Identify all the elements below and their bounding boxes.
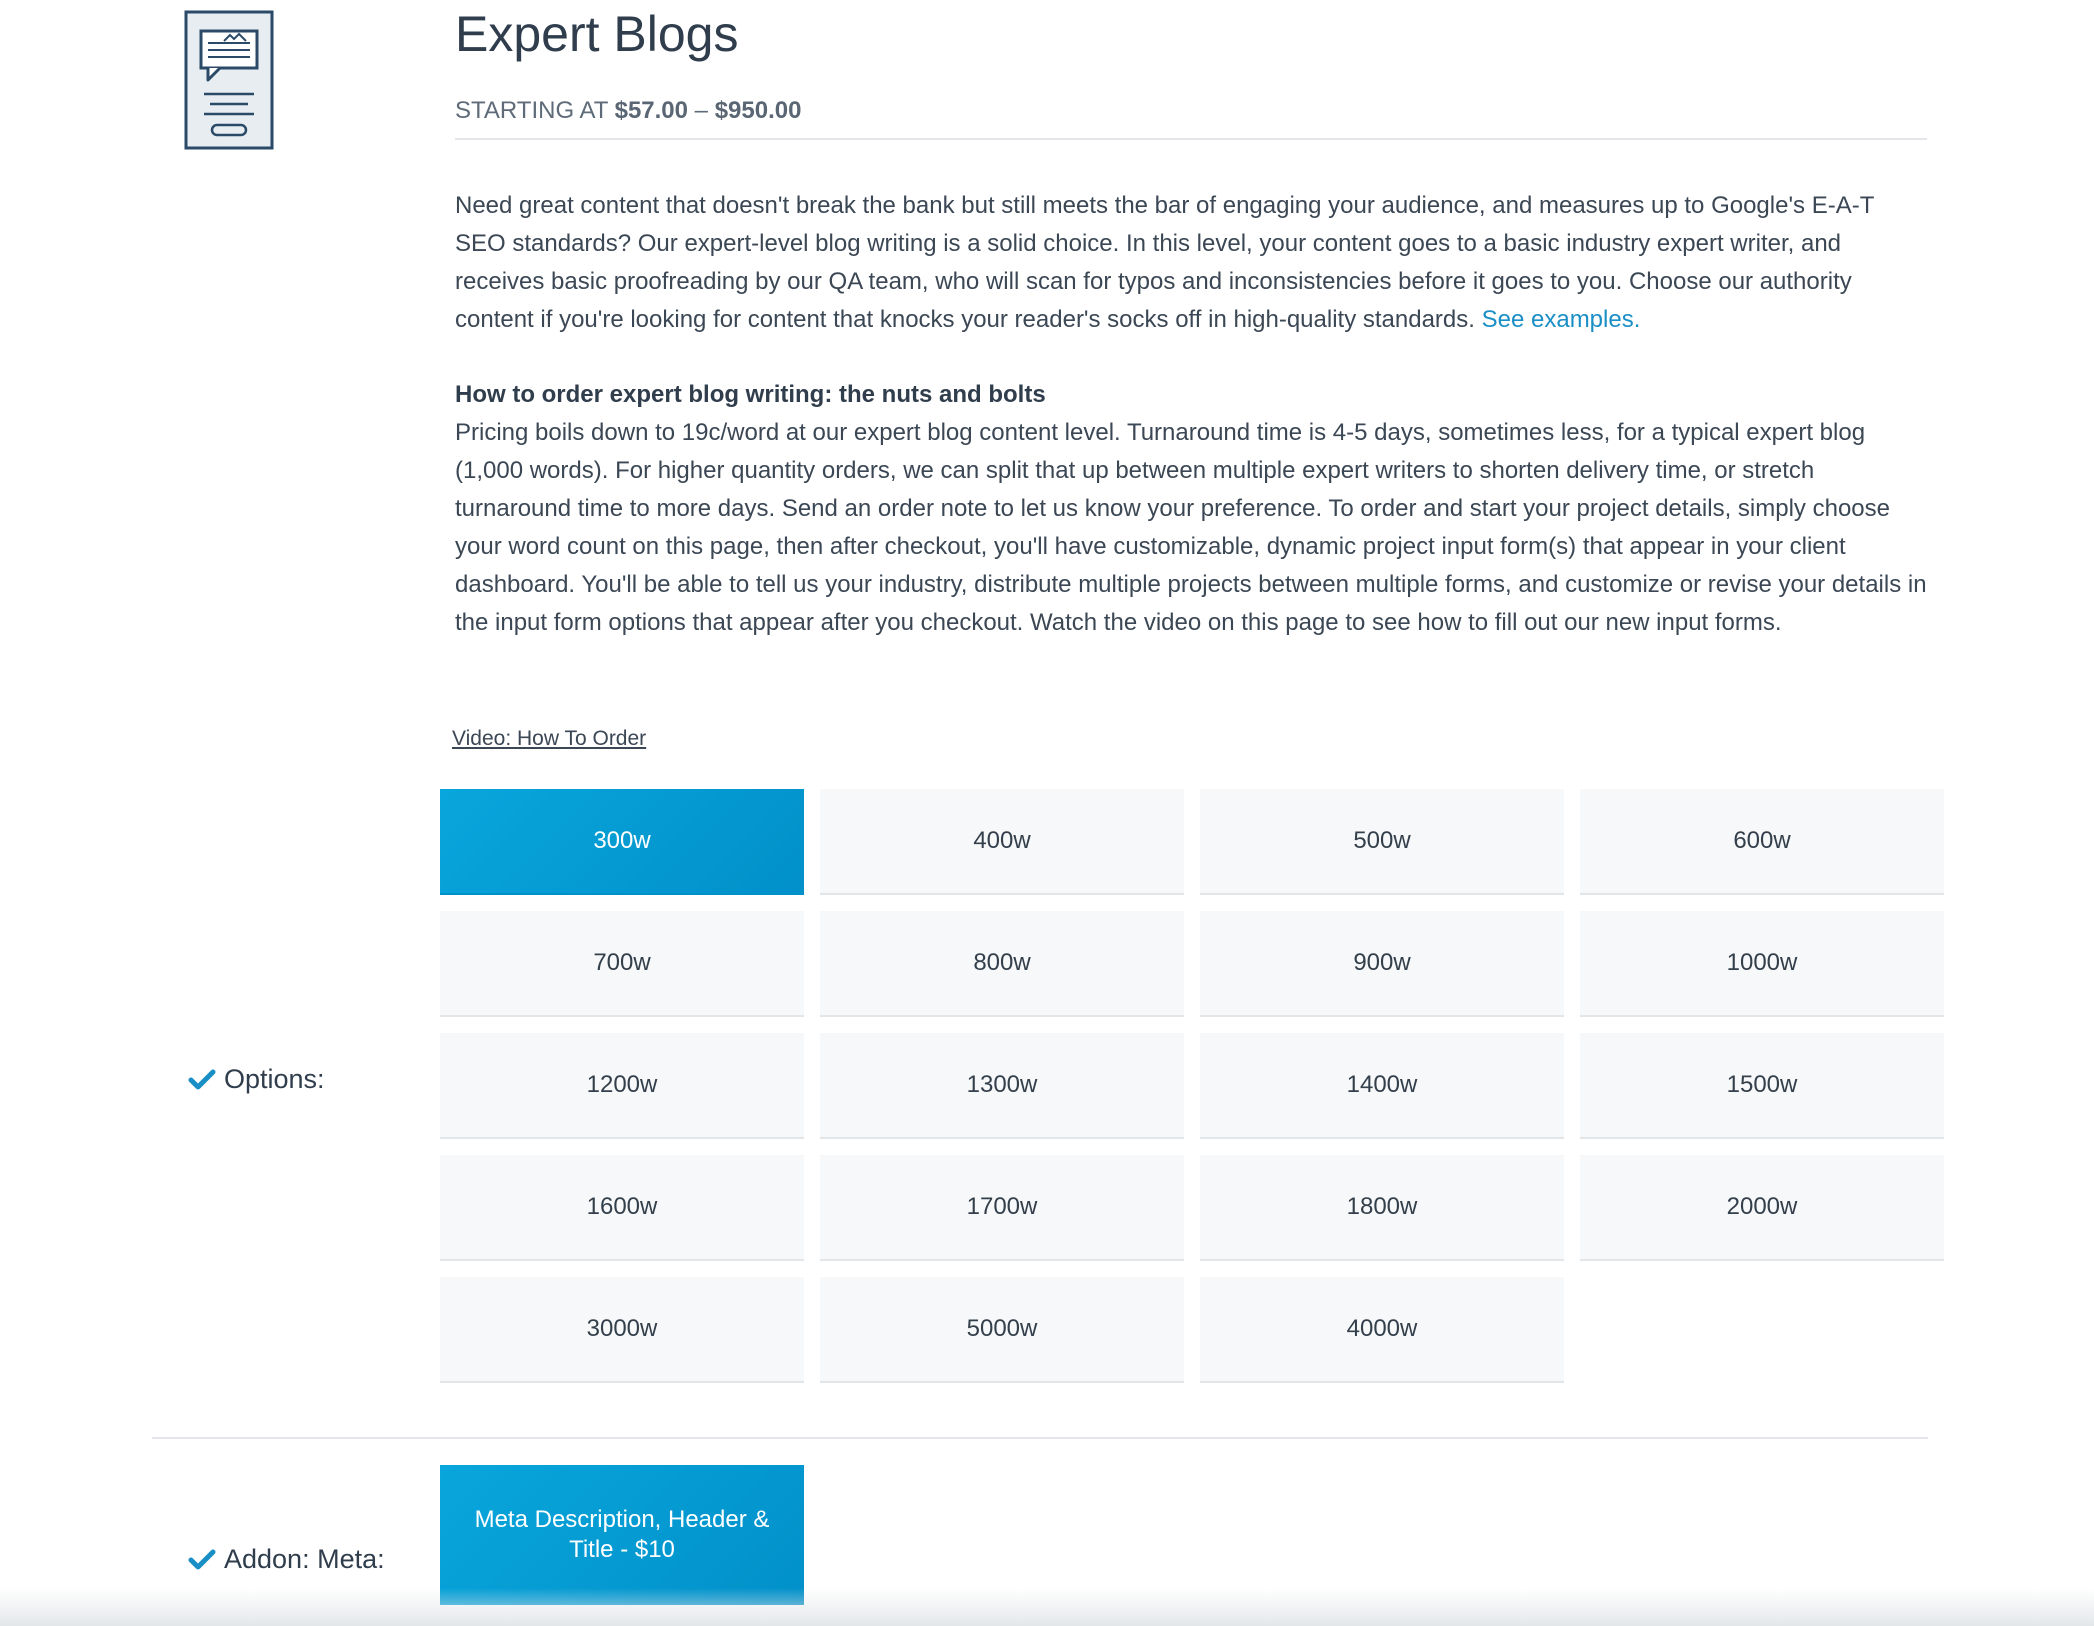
addon-label: Addon: Meta: [224, 1544, 385, 1574]
option-300w[interactable]: 300w [440, 789, 804, 895]
option-400w[interactable]: 400w [820, 789, 1184, 895]
section-divider [152, 1437, 1928, 1439]
howto-body: Pricing boils down to 19c/word at our expert blog content level. Turnaround time is 4-5 days, sometimes less, for a typical expert blog (1,000 words). For higher quantity orders, we can split that up between multiple expert writers to shorten delivery time, or stretch turnaround time to more days. Send an order note to let us know your preference. To order and start your project details, simply choose your word count on this page, then after checkout, you'll have customizable, dynamic project input form(s) that appear in your client dashboard. You'll be able to tell us your industry, distribute multiple projects between multiple forms, and customize or revise your details in the input form options that appear after you checkout. Watch the video on this page to see how to fill out our new input forms. [455, 419, 1927, 636]
option-1200w[interactable]: 1200w [440, 1033, 804, 1139]
option-3000w[interactable]: 3000w [440, 1277, 804, 1383]
option-1600w[interactable]: 1600w [440, 1155, 804, 1261]
price-separator: – [688, 97, 715, 124]
addon-meta-button[interactable] [440, 1465, 804, 1605]
option-1500w[interactable]: 1500w [1580, 1033, 1944, 1139]
title-divider [455, 138, 1927, 140]
option-2000w[interactable]: 2000w [1580, 1155, 1944, 1261]
video-how-to-order-link[interactable]: Video: How To Order [452, 727, 647, 750]
option-5000w[interactable]: 5000w [820, 1277, 1184, 1383]
product-description [455, 187, 1927, 339]
option-1000w[interactable]: 1000w [1580, 911, 1944, 1017]
description-text: Need great content that doesn't break the bank but still meets the bar of engaging your audience, and measures up to Google's E-A-T SEO standards? Our expert-level blog writing is a solid choice. In this level, your content goes to a basic industry expert writer, and receives basic proofreading by our QA team, who will scan for typos and inconsistencies before it goes to you. Choose our authority content if you're looking for content that knocks your reader's socks off in high-quality standards. [455, 192, 1874, 333]
checkmark-icon [188, 1068, 216, 1092]
option-700w[interactable]: 700w [440, 911, 804, 1017]
product-title: Expert Blogs [455, 6, 739, 62]
price-prefix: STARTING AT [455, 97, 615, 124]
option-500w[interactable]: 500w [1200, 789, 1564, 895]
option-600w[interactable]: 600w [1580, 789, 1944, 895]
price-range [455, 96, 801, 126]
checkmark-icon [188, 1548, 216, 1572]
addon-meta-button-label: Meta Description, Header & Title - $10 [474, 1506, 770, 1563]
option-1800w[interactable]: 1800w [1200, 1155, 1564, 1261]
see-examples-link[interactable]: See examples. [1481, 306, 1641, 333]
option-1400w[interactable]: 1400w [1200, 1033, 1564, 1139]
option-4000w[interactable]: 4000w [1200, 1277, 1564, 1383]
options-label: Options: [224, 1064, 325, 1094]
blog-document-icon [184, 10, 274, 150]
addon-label-row [188, 1544, 385, 1575]
option-1300w[interactable]: 1300w [820, 1033, 1184, 1139]
option-800w[interactable]: 800w [820, 911, 1184, 1017]
bottom-fade [0, 1588, 2094, 1626]
option-1700w[interactable]: 1700w [820, 1155, 1184, 1261]
option-900w[interactable]: 900w [1200, 911, 1564, 1017]
price-low: $57.00 [614, 97, 688, 124]
options-label-row [188, 1064, 325, 1095]
howto-heading: How to order expert blog writing: the nuts and bolts [455, 381, 1046, 408]
price-high: $950.00 [714, 97, 802, 124]
